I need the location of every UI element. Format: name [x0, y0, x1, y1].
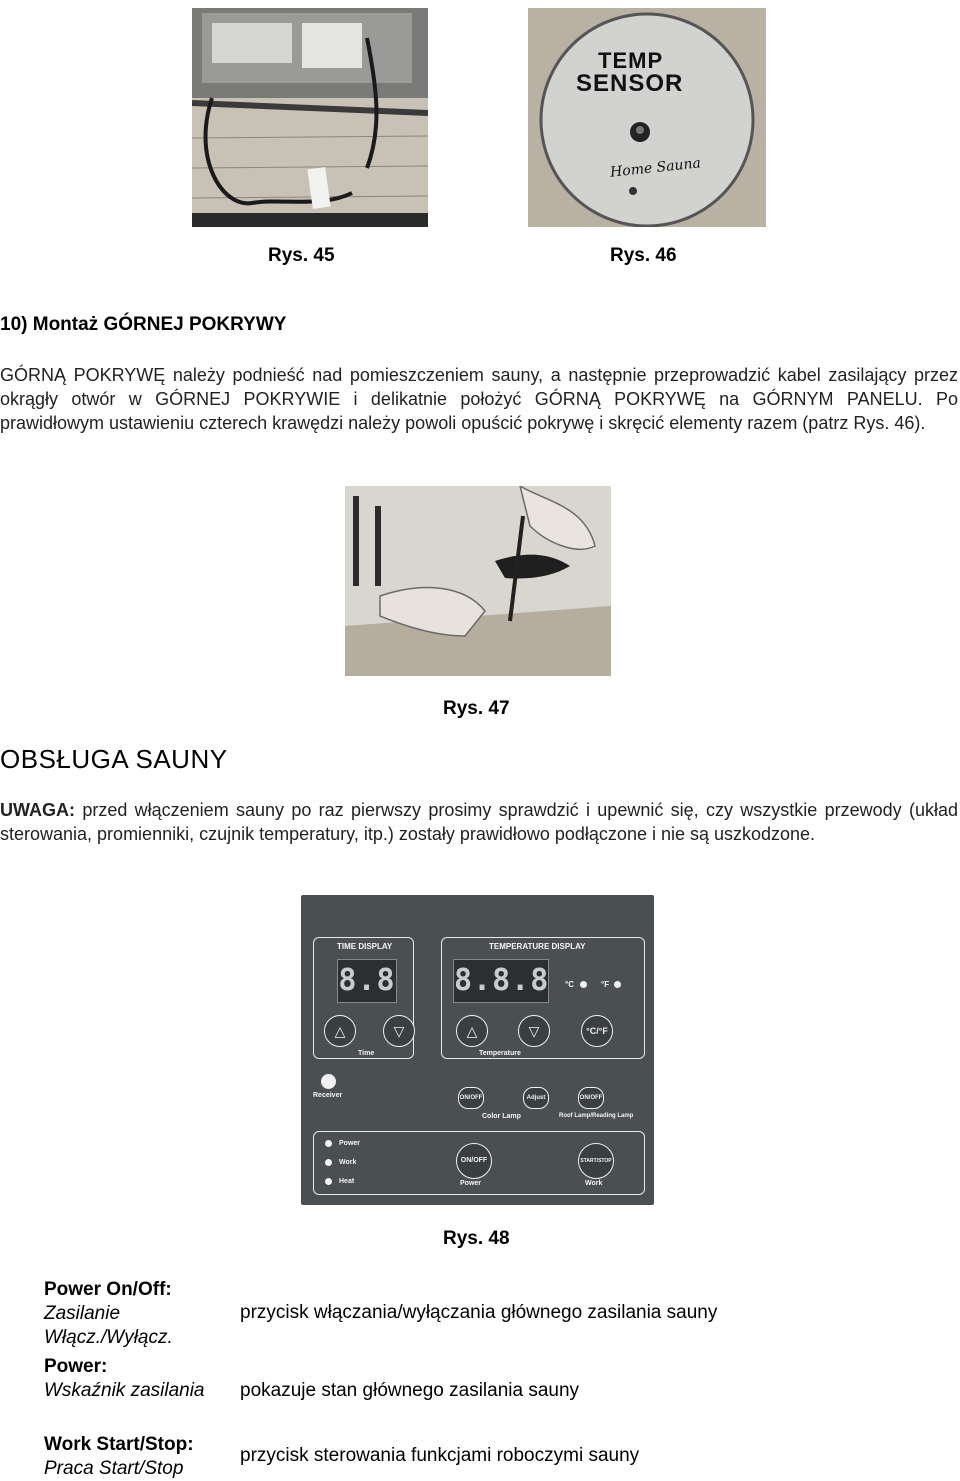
power-button-label: Power: [460, 1180, 482, 1187]
caption-fig46: Rys. 46: [610, 245, 677, 266]
temp-sensor-illustration: [528, 8, 766, 227]
unit-f-led: [614, 981, 621, 988]
temperature-label: Temperature: [479, 1050, 521, 1057]
sign-sensor: SENSOR: [576, 70, 684, 97]
temperature-down-button[interactable]: ▽: [518, 1015, 550, 1047]
legend-term-translation: Praca Start/Stop: [44, 1458, 184, 1479]
time-display-label: TIME DISPLAY: [337, 942, 393, 951]
legend-term-label: Power:: [44, 1356, 108, 1377]
figure-45-photo: [192, 8, 428, 227]
time-down-button[interactable]: ▽: [383, 1015, 415, 1047]
figure-46-photo: [528, 8, 766, 227]
unit-c-led: [580, 981, 587, 988]
power-button[interactable]: ON/OFF: [456, 1143, 492, 1179]
unit-c-label: °C: [565, 980, 574, 989]
operation-heading: OBSŁUGA SAUNY: [0, 744, 228, 774]
legend-term-label: Work Start/Stop:: [44, 1434, 194, 1455]
legend-term-label: Power On/Off:: [44, 1279, 172, 1300]
heat-indicator-led: [325, 1178, 332, 1185]
color-lamp-label: Color Lamp: [482, 1113, 521, 1120]
unit-f-label: °F: [601, 980, 610, 989]
color-lamp-button[interactable]: ON/OFF: [458, 1087, 484, 1109]
temperature-display: 8.8.8: [453, 959, 549, 1003]
legend-description-work: przycisk sterowania funkcjami roboczymi sauny: [240, 1445, 640, 1466]
sign-temp: TEMP: [598, 48, 664, 73]
reading-lamp-label: Roof Lamp/Reading Lamp: [559, 1113, 634, 1119]
legend-term-translation: Wskaźnik zasilania: [44, 1380, 205, 1401]
receiver-label: Receiver: [313, 1092, 343, 1099]
figure-47-photo: [345, 486, 611, 676]
power-indicator-label: Power: [339, 1140, 361, 1147]
legend-description-power-onoff: przycisk włączania/wyłączania głównego zasilania sauny: [240, 1302, 718, 1323]
section-10-paragraph: GÓRNĄ POKRYWĘ należy podnieść nad pomieszczeniem sauny, a następnie przeprowadzić kabel zasilający przez okrągły otwór w GÓRNEJ POKRYWIE i delikatnie położyć GÓRNĄ POKRYWĘ na GÓRNYM PANELU. Po prawidłowym ustawieniu czterech krawędzi należy powoli opuścić pokrywę i skręcić elementy razem (patrz Rys. 46).: [0, 365, 958, 433]
work-indicator-led: [325, 1159, 332, 1166]
unit-toggle-button[interactable]: °C/°F: [581, 1015, 613, 1047]
work-button-label: Work: [585, 1180, 603, 1187]
wiring-illustration: [192, 8, 428, 227]
control-panel: [301, 895, 654, 1205]
receiver-led: [321, 1074, 336, 1089]
warning-paragraph: [0, 798, 958, 846]
time-label: Time: [358, 1050, 375, 1057]
reading-lamp-button[interactable]: ON/OFF: [578, 1087, 604, 1109]
work-indicator-label: Work: [339, 1159, 357, 1166]
section-10-heading: 10) Montaż GÓRNEJ POKRYWY: [0, 314, 287, 335]
temperature-display-label: TEMPERATURE DISPLAY: [489, 942, 586, 951]
caption-fig47: Rys. 47: [443, 698, 510, 719]
legend-description-power: pokazuje stan głównego zasilania sauny: [240, 1380, 580, 1401]
caption-fig45: Rys. 45: [268, 245, 335, 266]
power-indicator-led: [325, 1140, 332, 1147]
time-up-button[interactable]: △: [324, 1015, 356, 1047]
assembly-illustration: [345, 486, 611, 676]
heat-indicator-label: Heat: [339, 1178, 355, 1185]
warning-label: UWAGA:: [0, 800, 75, 820]
legend-term-power: [44, 1355, 224, 1403]
legend-term-work: [44, 1433, 224, 1481]
sign-home-sauna: Home Sauna: [609, 155, 702, 181]
adjust-button[interactable]: Adjust: [523, 1087, 549, 1109]
time-display: 8.8: [337, 959, 397, 1003]
warning-text: przed włączeniem sauny po raz pierwszy prosimy sprawdzić i upewnić się, czy wszystkie przewody (układ sterowania, promienniki, czujnik temperatury, itp.) zostały prawidłowo podłączone i nie są uszkodzone.: [0, 800, 958, 844]
temperature-up-button[interactable]: △: [456, 1015, 488, 1047]
legend-term-power-onoff: [44, 1278, 224, 1350]
legend-term-translation: Zasilanie Włącz./Wyłącz.: [44, 1303, 173, 1348]
work-button[interactable]: START/STOP: [578, 1143, 614, 1179]
caption-fig48: Rys. 48: [443, 1228, 510, 1249]
